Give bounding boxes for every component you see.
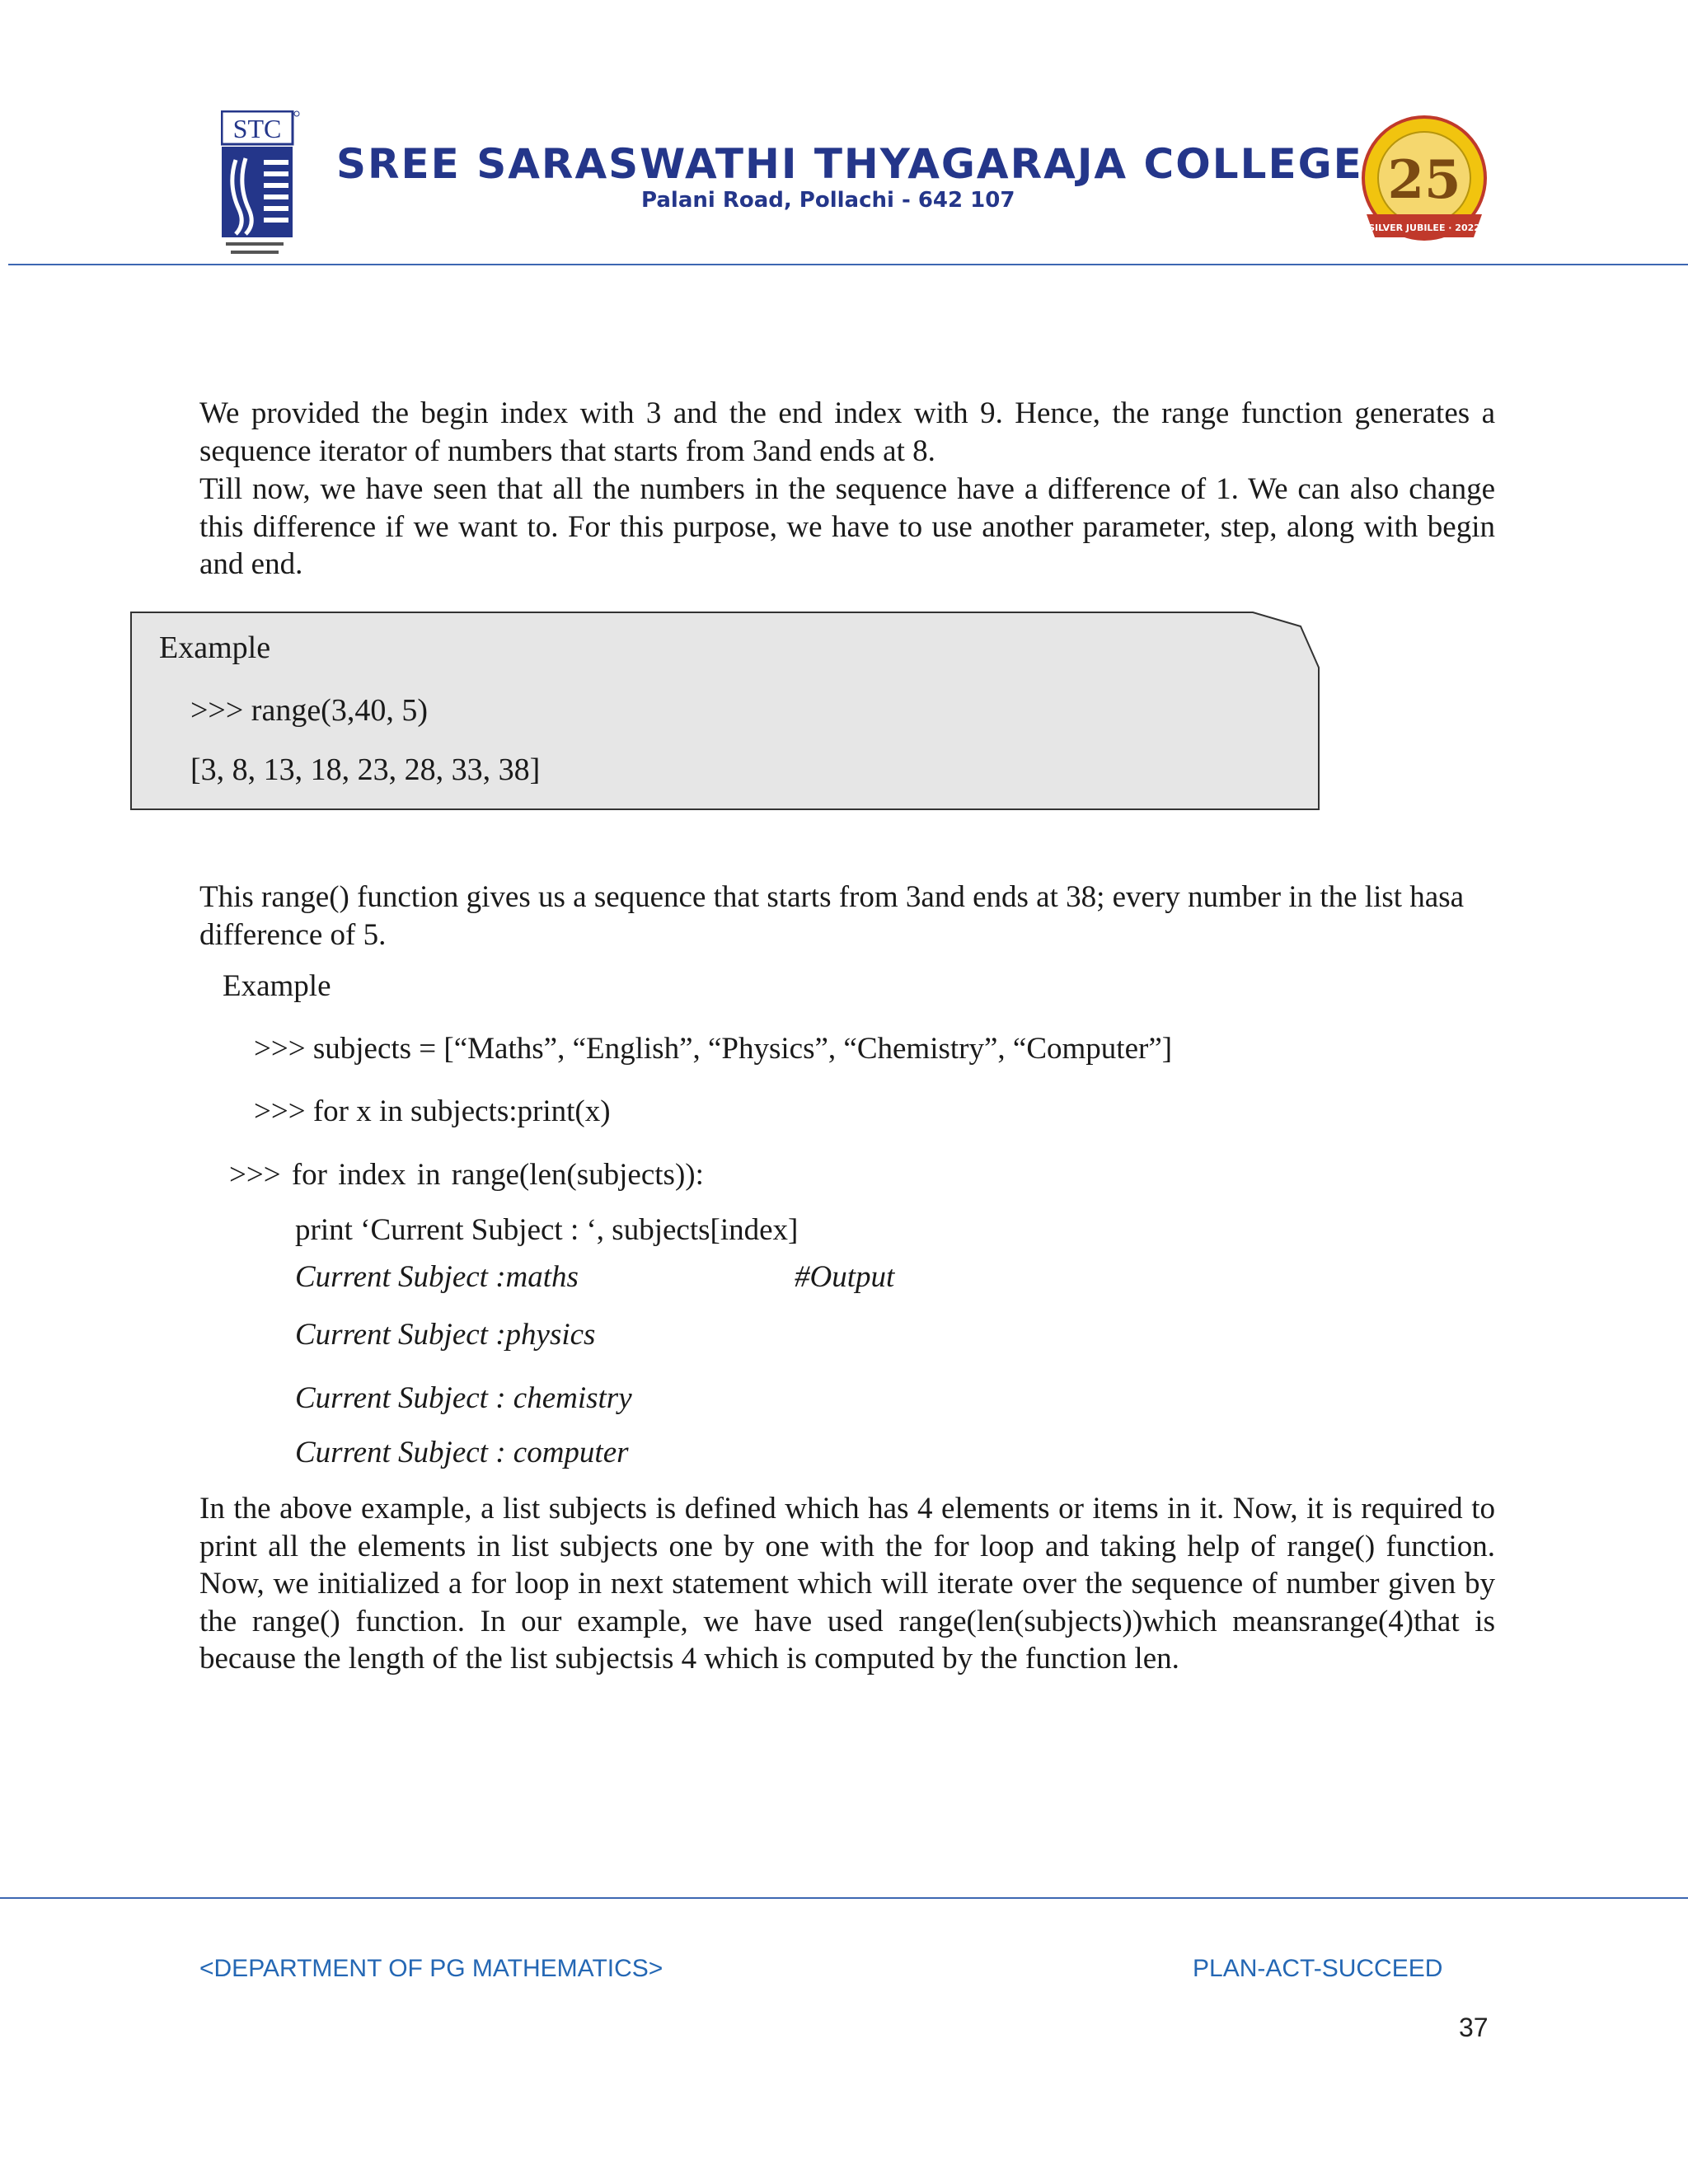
- output-comment: #Output: [795, 1260, 895, 1294]
- silver-jubilee-seal-icon: [1358, 115, 1490, 254]
- output-line: Current Subject :maths: [295, 1260, 579, 1294]
- code-for-print: >>> for x in subjects:print(x): [254, 1094, 611, 1128]
- example2-label: Example: [223, 969, 331, 1003]
- footer-motto: PLAN-ACT-SUCCEED: [1193, 1955, 1443, 1982]
- code-subjects-list: >>> subjects = [“Maths”, “English”, “Physics”, “Chemistry”, “Computer”]: [254, 1032, 1173, 1066]
- seal-band: SILVER JUBILEE · 2022: [1368, 223, 1480, 233]
- footer-department: <DEPARTMENT OF PG MATHEMATICS>: [199, 1955, 663, 1982]
- output-line: Current Subject : chemistry: [295, 1381, 632, 1415]
- output-line: Current Subject : computer: [295, 1436, 629, 1469]
- page-number: 37: [1459, 2013, 1489, 2042]
- paragraph-step-intro: Till now, we have seen that all the numbers in the sequence have a difference of 1. We can also change this difference if we want to. For this purpose, we have to use another parameter, step, along with begin and end.: [199, 472, 1495, 581]
- example-box: [130, 612, 1320, 810]
- paragraph-range-intro: We provided the begin index with 3 and the end index with 9. Hence, the range function generates a sequence iterator of numbers that starts from 3and ends at 8.: [199, 396, 1495, 468]
- college-address: Palani Road, Pollachi - 642 107: [641, 188, 1015, 213]
- output-line: Current Subject :physics: [295, 1318, 596, 1352]
- header-rule: [8, 264, 1688, 265]
- college-name: SREE SARASWATHI THYAGARAJA COLLEGE: [336, 140, 1363, 188]
- paragraph-range-result: This range() function gives us a sequence that starts from 3and ends at 38; every number in the list hasa difference of 5.: [199, 880, 1465, 952]
- example-box-code: >>> range(3,40, 5): [190, 693, 428, 728]
- example-box-result: [3, 8, 13, 18, 23, 28, 33, 38]: [190, 752, 541, 787]
- code-print-statement: print ‘Current Subject : ‘, subjects[index]: [295, 1213, 799, 1247]
- logo-text: STC: [232, 114, 282, 143]
- seal-number: 25: [1387, 149, 1461, 211]
- college-logo: [221, 110, 300, 264]
- code-for-range: >>> for index in range(len(subjects)):: [229, 1158, 704, 1192]
- footer-rule: [0, 1897, 1688, 1899]
- paragraph-explanation: In the above example, a list subjects is defined which has 4 elements or items in it. Now, it is required to print all the elements in list subjects one by one with the for loop and taking help of range() function. Now, we initialized a for loop in next statement which will iterate over the sequence of number given by the range() function. In our example, we have used range(len(subjects))which meansrange(4)that is because the length of the list subjectsis 4 which is computed by the function len.: [199, 1492, 1495, 1675]
- example-box-label: Example: [159, 630, 271, 665]
